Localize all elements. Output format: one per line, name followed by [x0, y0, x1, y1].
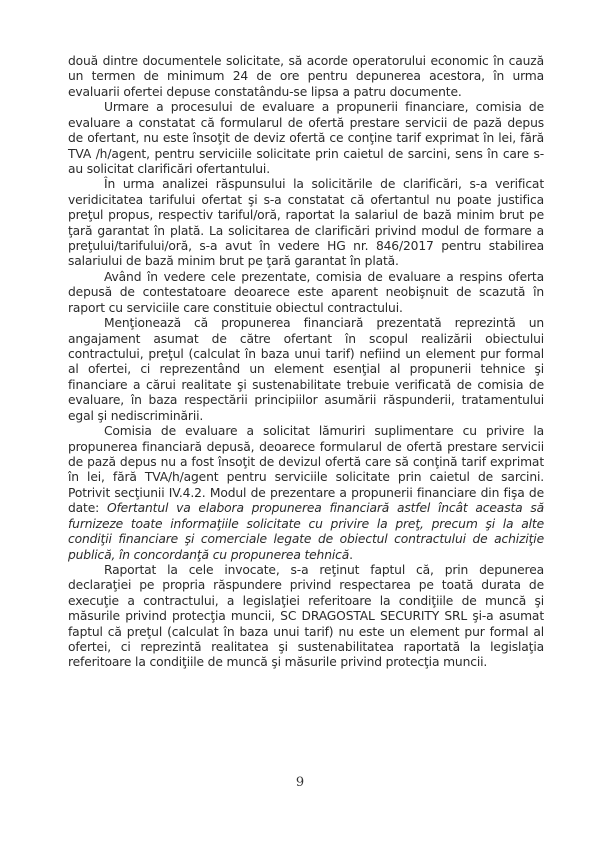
- paragraph-offer-rejected: Având în vedere cele prezentate, comisia de evaluare a respins oferta depusă de contestatoare deoarece este aparent neobişnuit de scazută în raport cu serviciile care constituie obiectul contractului.: [68, 269, 544, 315]
- paragraph-continuation: două dintre documentele solicitate, să acorde operatorului economic în cauză un termen de minimum 24 de ore pentru depunerea acestora, în urma evaluarii ofertei depuse constatându-se lipsa a patru documente.: [68, 54, 544, 99]
- paragraph-financial-commitment: Menţionează că propunerea financiară prezentată reprezintă un angajament asumat de către ofertant în scopul realizării obiectului contractului, preţul (calculat în baza unui tarif) nefiind un element pur formal al ofertei, ci reprezentând un element esenţial al propunerii tehnice şi financiare a cărui realitate şi sustenabilitate trebuie verificată de comisia de evaluare, în baza respectării principiilor asumării răspunderii, tratamentului egal şi nediscriminării.: [68, 316, 544, 423]
- paragraph-text: Comisia de evaluare a solicitat lămuriri suplimentare cu privire la propunerea financiară depusă, deoarece formularul de ofertă prestare servicii de pază depus nu a fost însoţit de devizul ofertă care să conţină tarif exprimat în lei, fără TVA/h/agent pentru serviciile solicitate prin caietul de sarcini. Potrivit secţiunii IV.4.2. Modul de prezentare a propunerii financiare din fişa de date:: [68, 424, 544, 516]
- paragraph-clarification-analysis: În urma analizei răspunsului la solicitările de clarificări, s-a verificat veridicitatea tarifului ofertat şi s-a constatat că ofertantul nu poate justifica preţul propus, respectiv tariful/oră, raportat la salariul de bază minim brut pe ţară garantat în plată. La solicitarea de clarificări privind modul de formare a preţului/tarifului/oră, s-a avut în vedere HG nr. 846/2017 pentru stabilirea salariului de bază minim brut pe ţară garantat în plată.: [68, 177, 544, 269]
- paragraph-conclusion: Raportat la cele invocate, s-a reţinut faptul că, prin depunerea declaraţiei pe propria răspundere privind respectarea pe toată durata de execuţie a contractului, a legislaţiei referitoare la condiţiile de muncă şi măsurile privind protecţia muncii, SC DRAGOSTAL SECURITY SRL şi-a asumat faptul că preţul (calculat în baza unui tarif) nu este un element pur formal al ofertei, ci reprezintă realitatea şi sustenabilitatea raportată la legislaţia referitoare la condiţiile de muncă şi măsurile privind protecţia muncii.: [68, 562, 544, 670]
- paragraph-additional-clarifications: [68, 424, 544, 563]
- document-page: [68, 54, 544, 671]
- paragraph-financial-evaluation: Urmare a procesului de evaluare a propunerii financiare, comisia de evaluare a constatat că formularul de ofertă prestare servicii de pază depus de ofertant, nu este însoţit de deviz ofertă ce conţine tarif exprimat în lei, fără TVA /h/agent, pentru serviciile solicitate prin caietul de sarcini, sens în care s-au solicitat clarificări ofertantului.: [68, 100, 544, 176]
- page-number: 9: [295, 775, 305, 790]
- quoted-requirement: Ofertantul va elabora propunerea financiară astfel încât aceasta să furnizeze toate informaţiile solicitate cu privire la preţ, precum şi la alte condiţii financiare şi comerciale legate de obiectul contractului de achiziţie publică, în concordanţă cu propunerea tehnică: [68, 501, 544, 562]
- paragraph-tail: .: [349, 547, 353, 562]
